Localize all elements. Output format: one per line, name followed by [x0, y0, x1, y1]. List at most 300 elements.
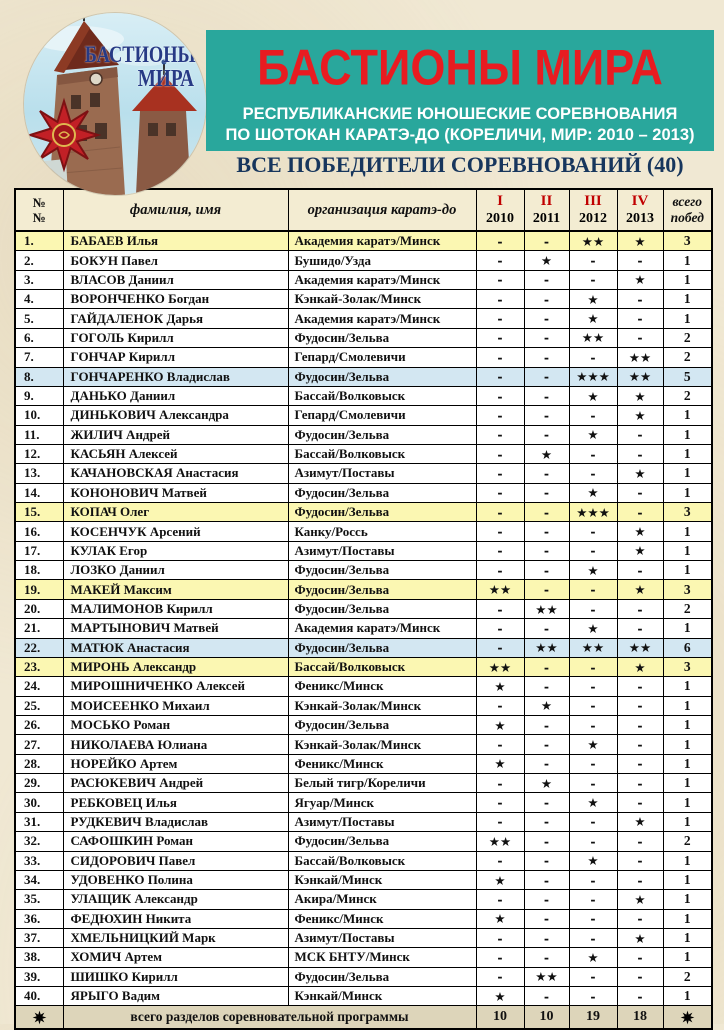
table-row: [15, 967, 712, 986]
table-row: [15, 812, 712, 831]
wins-2013: -: [617, 503, 663, 522]
wins-2013: -: [617, 599, 663, 618]
wins-2011: -: [524, 909, 569, 928]
wins-2011: -: [524, 503, 569, 522]
athlete-name: СИДОРОВИЧ Павел: [63, 851, 288, 870]
organization: Фудосин/Зельва: [288, 367, 476, 386]
table-row: [15, 580, 712, 599]
total-wins: 1: [663, 715, 712, 734]
athlete-name: НИКОЛАЕВА Юлиана: [63, 735, 288, 754]
wins-2012: -: [569, 541, 617, 560]
organization: Фудосин/Зельва: [288, 580, 476, 599]
winners-tbody: [15, 231, 712, 1006]
wins-2012: ★★: [569, 328, 617, 347]
row-number: 12.: [15, 444, 63, 463]
roman-numeral: IV: [631, 193, 649, 209]
roman-numeral: II: [540, 193, 553, 209]
athlete-name: МАЛИМОНОВ Кирилл: [63, 599, 288, 618]
row-number: 17.: [15, 541, 63, 560]
row-number: 40.: [15, 987, 63, 1006]
wins-2011: -: [524, 987, 569, 1006]
wins-2013: -: [617, 677, 663, 696]
table-row: [15, 696, 712, 715]
athlete-name: ДАНЬКО Даниил: [63, 386, 288, 405]
wins-2012: ★★: [569, 638, 617, 657]
wins-2011: -: [524, 406, 569, 425]
athlete-name: КОНОНОВИЧ Матвей: [63, 483, 288, 502]
table-row: [15, 928, 712, 947]
organization: Кэнкай-Золак/Минск: [288, 290, 476, 309]
wins-2012: -: [569, 522, 617, 541]
organization: Кэнкай-Золак/Минск: [288, 735, 476, 754]
wins-2010: -: [476, 503, 524, 522]
organization: Фудосин/Зельва: [288, 638, 476, 657]
wins-2012: ★: [569, 290, 617, 309]
row-number: 2.: [15, 251, 63, 270]
athlete-name: ГОГОЛЬ Кирилл: [63, 328, 288, 347]
wins-2013: -: [617, 309, 663, 328]
organization: Гепард/Смолевичи: [288, 348, 476, 367]
emblem-title-line2: МИРА: [138, 66, 195, 92]
athlete-name: НОРЕЙКО Артем: [63, 754, 288, 773]
athlete-name: ДИНЬКОВИЧ Александра: [63, 406, 288, 425]
footer-label: всего разделов соревновательной программы: [63, 1006, 476, 1030]
wins-2013: -: [617, 561, 663, 580]
athlete-name: КАСЬЯН Алексей: [63, 444, 288, 463]
athlete-name: ФЕДЮХИН Никита: [63, 909, 288, 928]
table-row: [15, 832, 712, 851]
wins-2010: -: [476, 386, 524, 405]
wins-2011: -: [524, 948, 569, 967]
athlete-name: ВОРОНЧЕНКО Богдан: [63, 290, 288, 309]
wins-2012: -: [569, 909, 617, 928]
header-row: [15, 189, 712, 231]
athlete-name: БОКУН Павел: [63, 251, 288, 270]
wins-2013: -: [617, 793, 663, 812]
wins-2011: ★★: [524, 638, 569, 657]
total-label-line2: побед: [670, 210, 704, 225]
total-wins: 3: [663, 231, 712, 251]
wins-2012: -: [569, 928, 617, 947]
wins-2012: -: [569, 599, 617, 618]
organization: Кэнкай-Золак/Минск: [288, 696, 476, 715]
wins-2010: ★: [476, 677, 524, 696]
total-wins: 1: [663, 309, 712, 328]
wins-2011: -: [524, 580, 569, 599]
table-row: [15, 309, 712, 328]
wins-2011: ★★: [524, 967, 569, 986]
row-number: 20.: [15, 599, 63, 618]
wins-2012: -: [569, 754, 617, 773]
table-row: [15, 444, 712, 463]
emblem-title: [85, 43, 196, 91]
wins-2012: -: [569, 444, 617, 463]
wins-2013: -: [617, 832, 663, 851]
athlete-name: ХМЕЛЬНИЦКИЙ Марк: [63, 928, 288, 947]
table-row: [15, 754, 712, 773]
wins-2013: -: [617, 483, 663, 502]
wins-2010: ★: [476, 870, 524, 889]
table-row: [15, 561, 712, 580]
table-row: [15, 503, 712, 522]
wins-2012: -: [569, 657, 617, 676]
row-number: 33.: [15, 851, 63, 870]
winners-table: [14, 188, 713, 1030]
wins-2011: ★★: [524, 599, 569, 618]
table-row: [15, 290, 712, 309]
wins-2010: -: [476, 851, 524, 870]
wins-2011: -: [524, 290, 569, 309]
athlete-name: УЛАЩИК Александр: [63, 890, 288, 909]
wins-2010: -: [476, 619, 524, 638]
wins-2013: ★: [617, 541, 663, 560]
table-row: [15, 657, 712, 676]
total-wins: 2: [663, 386, 712, 405]
row-number: 23.: [15, 657, 63, 676]
wins-2012: -: [569, 348, 617, 367]
organization: Бассай/Волковыск: [288, 444, 476, 463]
wins-2011: -: [524, 890, 569, 909]
athlete-name: РЕБКОВЕЦ Илья: [63, 793, 288, 812]
organization: Бассай/Волковыск: [288, 657, 476, 676]
wins-2013: -: [617, 735, 663, 754]
total-wins: 1: [663, 541, 712, 560]
wins-2013: -: [617, 774, 663, 793]
athlete-name: ГАЙДАЛЕНОК Дарья: [63, 309, 288, 328]
wins-2012: -: [569, 696, 617, 715]
wins-2013: -: [617, 870, 663, 889]
wins-2013: ★★: [617, 348, 663, 367]
wins-2010: -: [476, 348, 524, 367]
athlete-name: КОПАЧ Олег: [63, 503, 288, 522]
total-wins: 1: [663, 619, 712, 638]
total-wins: 1: [663, 425, 712, 444]
wins-2013: ★: [617, 812, 663, 831]
wins-2012: -: [569, 715, 617, 734]
banner-subtitle-1: РЕСПУБЛИКАНСКИЕ ЮНОШЕСКИЕ СОРЕВНОВАНИЯ: [242, 105, 678, 123]
row-number: 21.: [15, 619, 63, 638]
wins-2011: -: [524, 425, 569, 444]
wins-2011: -: [524, 522, 569, 541]
athlete-name: МИРОНЬ Александр: [63, 657, 288, 676]
wins-2010: -: [476, 948, 524, 967]
total-wins: 3: [663, 580, 712, 599]
winners-table-wrapper: [14, 188, 713, 1030]
total-wins: 1: [663, 890, 712, 909]
row-number: 19.: [15, 580, 63, 599]
athlete-name: КОСЕНЧУК Арсений: [63, 522, 288, 541]
wins-2010: -: [476, 967, 524, 986]
organization: Азимут/Поставы: [288, 464, 476, 483]
organization: Фудосин/Зельва: [288, 967, 476, 986]
wins-2010: -: [476, 599, 524, 618]
wins-2011: ★: [524, 696, 569, 715]
wins-2013: ★: [617, 580, 663, 599]
table-row: [15, 522, 712, 541]
roman-numeral: III: [584, 193, 602, 209]
wins-2013: -: [617, 715, 663, 734]
athlete-name: МАКЕЙ Максим: [63, 580, 288, 599]
total-wins: 1: [663, 561, 712, 580]
wins-2012: ★: [569, 619, 617, 638]
wins-2011: -: [524, 328, 569, 347]
folk-star-ornament: [30, 101, 98, 169]
row-number: 15.: [15, 503, 63, 522]
year-label: 2010: [486, 211, 514, 226]
wins-2013: -: [617, 754, 663, 773]
athlete-name: ЯРЫГО Вадим: [63, 987, 288, 1006]
row-number: 11.: [15, 425, 63, 444]
wins-2012: ★★: [569, 231, 617, 251]
table-row: [15, 367, 712, 386]
wins-2013: -: [617, 696, 663, 715]
wins-2010: ★: [476, 715, 524, 734]
wins-2010: ★: [476, 987, 524, 1006]
table-row: [15, 464, 712, 483]
athlete-name: ГОНЧАРЕНКО Владислав: [63, 367, 288, 386]
wins-2013: -: [617, 251, 663, 270]
row-number: 8.: [15, 367, 63, 386]
table-row: [15, 406, 712, 425]
table-row: [15, 909, 712, 928]
wins-2010: -: [476, 522, 524, 541]
wins-2012: ★: [569, 425, 617, 444]
athlete-name: ШИШКО Кирилл: [63, 967, 288, 986]
row-number: 29.: [15, 774, 63, 793]
wins-2012: -: [569, 987, 617, 1006]
wins-2013: -: [617, 619, 663, 638]
row-number: 5.: [15, 309, 63, 328]
organization: Феникс/Минск: [288, 909, 476, 928]
footer-total-2012: 19: [569, 1006, 617, 1030]
table-row: [15, 599, 712, 618]
athlete-name: САФОШКИН Роман: [63, 832, 288, 851]
total-wins: 2: [663, 328, 712, 347]
wins-2011: -: [524, 386, 569, 405]
wins-2012: -: [569, 580, 617, 599]
row-number: 31.: [15, 812, 63, 831]
table-row: [15, 425, 712, 444]
wins-2010: ★: [476, 909, 524, 928]
wins-2012: -: [569, 870, 617, 889]
total-wins: 2: [663, 832, 712, 851]
wins-2010: ★★: [476, 580, 524, 599]
wins-2010: -: [476, 231, 524, 251]
total-wins: 1: [663, 522, 712, 541]
organization: Академия каратэ/Минск: [288, 270, 476, 289]
athlete-name: МОИСЕЕНКО Михаил: [63, 696, 288, 715]
athlete-name: ГОНЧАР Кирилл: [63, 348, 288, 367]
total-wins: 1: [663, 851, 712, 870]
organization: Феникс/Минск: [288, 754, 476, 773]
row-number: 9.: [15, 386, 63, 405]
footer-star-cell: [15, 1006, 63, 1030]
wins-2011: -: [524, 657, 569, 676]
organization: Гепард/Смолевичи: [288, 406, 476, 425]
number-sign: №: [32, 195, 46, 210]
year-label: 2011: [532, 211, 561, 226]
table-row: [15, 619, 712, 638]
total-label-line1: всего: [672, 194, 702, 209]
organization: Академия каратэ/Минск: [288, 231, 476, 251]
row-number: 26.: [15, 715, 63, 734]
table-row: [15, 735, 712, 754]
col-header-2011: [524, 189, 569, 231]
wins-2010: -: [476, 928, 524, 947]
total-wins: 1: [663, 696, 712, 715]
table-row: [15, 774, 712, 793]
wins-2012: ★: [569, 851, 617, 870]
athlete-name: ЖИЛИЧ Андрей: [63, 425, 288, 444]
competition-emblem: [24, 13, 206, 195]
organization: Феникс/Минск: [288, 677, 476, 696]
table-row: [15, 851, 712, 870]
wins-2012: -: [569, 677, 617, 696]
wins-2010: -: [476, 309, 524, 328]
wins-2012: ★★★: [569, 367, 617, 386]
organization: Академия каратэ/Минск: [288, 309, 476, 328]
row-number: 24.: [15, 677, 63, 696]
wins-2013: ★: [617, 928, 663, 947]
wins-2010: -: [476, 328, 524, 347]
col-header-total-wins: [663, 189, 712, 231]
total-wins: 1: [663, 251, 712, 270]
wins-2012: ★: [569, 735, 617, 754]
athlete-name: КУЛАК Егор: [63, 541, 288, 560]
row-number: 6.: [15, 328, 63, 347]
footer-total-2011: 10: [524, 1006, 569, 1030]
wins-2011: ★: [524, 774, 569, 793]
year-label: 2013: [626, 211, 654, 226]
col-header-number: [15, 189, 63, 231]
footer-total-2013: 18: [617, 1006, 663, 1030]
wins-2010: ★★: [476, 832, 524, 851]
footer-star-cell: [663, 1006, 712, 1030]
organization: Азимут/Поставы: [288, 541, 476, 560]
wins-2012: -: [569, 406, 617, 425]
total-wins: 1: [663, 270, 712, 289]
table-row: [15, 483, 712, 502]
wins-2013: -: [617, 948, 663, 967]
wins-2011: -: [524, 812, 569, 831]
eight-point-star-icon: [32, 1010, 47, 1025]
wins-2011: -: [524, 793, 569, 812]
table-row: [15, 715, 712, 734]
table-row: [15, 677, 712, 696]
row-number: 16.: [15, 522, 63, 541]
total-wins: 1: [663, 774, 712, 793]
wins-2010: -: [476, 696, 524, 715]
total-wins: 1: [663, 928, 712, 947]
row-number: 37.: [15, 928, 63, 947]
total-wins: 6: [663, 638, 712, 657]
organization: Ягуар/Минск: [288, 793, 476, 812]
table-row: [15, 251, 712, 270]
wins-2013: -: [617, 290, 663, 309]
wins-2010: -: [476, 464, 524, 483]
row-number: 27.: [15, 735, 63, 754]
total-wins: 2: [663, 348, 712, 367]
wins-2011: -: [524, 348, 569, 367]
total-wins: 1: [663, 483, 712, 502]
wins-2013: ★: [617, 522, 663, 541]
wins-2011: -: [524, 561, 569, 580]
wins-2013: ★★: [617, 367, 663, 386]
organization: Акира/Минск: [288, 890, 476, 909]
organization: Фудосин/Зельва: [288, 599, 476, 618]
table-row: [15, 270, 712, 289]
organization: Кэнкай/Минск: [288, 870, 476, 889]
row-number: 30.: [15, 793, 63, 812]
organization: Бассай/Волковыск: [288, 851, 476, 870]
wins-2012: -: [569, 812, 617, 831]
table-row: [15, 386, 712, 405]
wins-2013: ★: [617, 406, 663, 425]
total-wins: 1: [663, 987, 712, 1006]
col-header-2010: [476, 189, 524, 231]
wins-2011: -: [524, 851, 569, 870]
table-row: [15, 948, 712, 967]
table-row: [15, 870, 712, 889]
wins-2012: ★: [569, 561, 617, 580]
year-label: 2012: [579, 211, 607, 226]
wins-2012: -: [569, 890, 617, 909]
wins-2013: ★: [617, 386, 663, 405]
wins-2010: -: [476, 367, 524, 386]
total-wins: 1: [663, 290, 712, 309]
total-wins: 1: [663, 793, 712, 812]
row-number: 38.: [15, 948, 63, 967]
total-wins: 2: [663, 599, 712, 618]
wins-2013: ★: [617, 657, 663, 676]
table-row: [15, 348, 712, 367]
wins-2013: ★★: [617, 638, 663, 657]
athlete-name: БАБАЕВ Илья: [63, 231, 288, 251]
row-number: 28.: [15, 754, 63, 773]
wins-2012: -: [569, 832, 617, 851]
wins-2013: -: [617, 987, 663, 1006]
row-number: 14.: [15, 483, 63, 502]
wins-2011: ★: [524, 251, 569, 270]
wins-2011: -: [524, 754, 569, 773]
wins-2011: -: [524, 832, 569, 851]
athlete-name: МИРОШНИЧЕНКО Алексей: [63, 677, 288, 696]
wins-2012: -: [569, 967, 617, 986]
wins-2013: -: [617, 425, 663, 444]
wins-2013: ★: [617, 231, 663, 251]
wins-2010: -: [476, 483, 524, 502]
eight-point-star-icon: [680, 1010, 695, 1025]
wins-2012: ★: [569, 309, 617, 328]
row-number: 7.: [15, 348, 63, 367]
wins-2011: ★: [524, 444, 569, 463]
wins-2010: -: [476, 890, 524, 909]
wins-2011: -: [524, 309, 569, 328]
wins-2011: -: [524, 928, 569, 947]
wins-2010: -: [476, 444, 524, 463]
row-number: 32.: [15, 832, 63, 851]
total-wins: 1: [663, 948, 712, 967]
wins-2011: -: [524, 541, 569, 560]
table-row: [15, 890, 712, 909]
section-title: ВСЕ ПОБЕДИТЕЛИ СОРЕВНОВАНИЙ (40): [236, 152, 684, 177]
wins-2012: -: [569, 270, 617, 289]
total-wins: 1: [663, 754, 712, 773]
number-sign: №: [32, 210, 46, 225]
organization: Бушидо/Узда: [288, 251, 476, 270]
wins-2013: -: [617, 851, 663, 870]
wins-2010: -: [476, 406, 524, 425]
